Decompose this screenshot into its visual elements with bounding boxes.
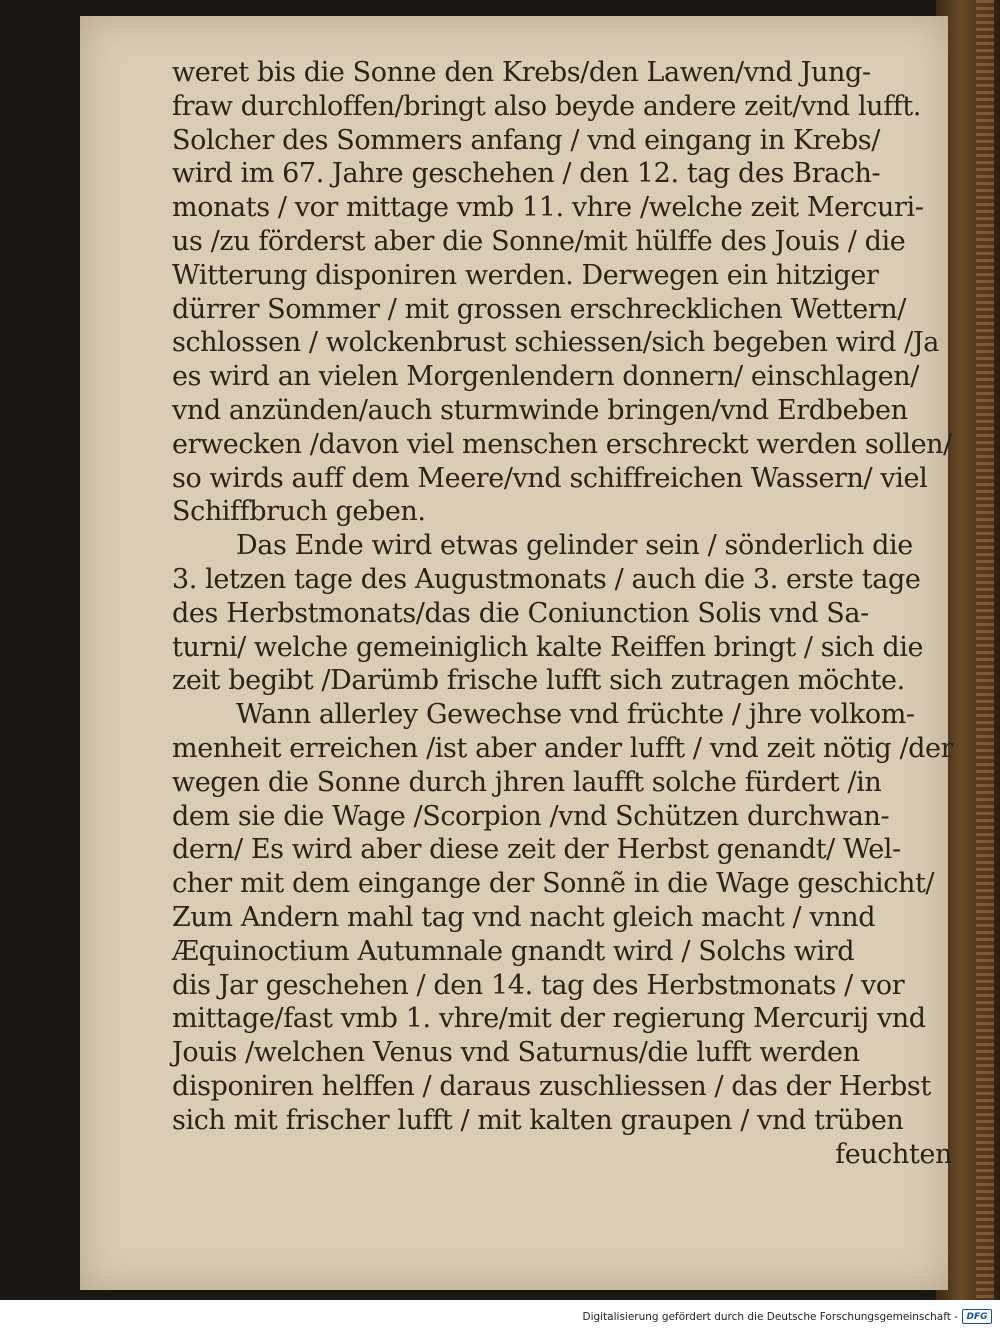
text-line: Jouis /welchen Venus vnd Saturnus/die lufft werden [172, 1037, 860, 1069]
text-line: vnd anzünden/auch sturmwinde bringen/vnd Erdbeben [172, 394, 908, 426]
text-line: Schiffbruch geben. [172, 496, 426, 528]
dfg-logo-icon[interactable]: DFG [962, 1309, 992, 1324]
text-line: Solcher des Sommers anfang / vnd eingang in Krebs/ [172, 124, 880, 156]
text-line: weret bis die Sonne den Krebs/den Lawen/vnd Jung- [172, 57, 871, 88]
text-line: erwecken /davon viel menschen erschreckt werden sollen/ [172, 428, 952, 460]
text-line: sich mit frischer lufft / mit kalten graupen / vnd trüben [172, 1104, 904, 1136]
text-line: mittage/fast vmb 1. vhre/mit der regierung Mercurij vnd [172, 1003, 926, 1035]
text-line: es wird an vielen Morgenlendern donnern/ einschlagen/ [172, 361, 919, 393]
text-line: wird im 67. Jahre geschehen / den 12. tag des Brach- [172, 158, 881, 190]
text-line: Zum Andern mahl tag vnd nacht gleich macht / vnnd [172, 901, 876, 933]
text-line: dern/ Es wird aber diese zeit der Herbst genandt/ Wel- [172, 834, 901, 866]
text-line: fraw durchloffen/bringt also beyde andere zeit/vnd lufft. [172, 90, 921, 122]
text-line: schlossen / wolckenbrust schiessen/sich begeben wird /Ja [172, 327, 939, 359]
text-line: Æquinoctium Autumnale gnandt wird / Solchs wird [172, 935, 855, 967]
text-line: des Herbstmonats/das die Coniunction Solis vnd Sa- [172, 597, 869, 629]
page-text [172, 56, 962, 1171]
page-edges [976, 0, 994, 1300]
text-line: menheit erreichen /ist aber ander lufft / vnd zeit nötig /der [172, 732, 954, 764]
text-line: zeit begibt /Darümb frische lufft sich zutragen möchte. [172, 665, 905, 697]
text-line: disponiren helffen / daraus zuschliessen / das der Herbst [172, 1070, 931, 1102]
text-line: Witterung disponiren werden. Derwegen ein hitziger [172, 259, 879, 291]
footer-bar [0, 1300, 1000, 1334]
text-line: us /zu förderst aber die Sonne/mit hülffe des Jouis / die [172, 225, 906, 257]
text-line: so wirds auff dem Meere/vnd schiffreichen Wassern/ viel [172, 462, 928, 494]
text-line: dem sie die Wage /Scorpion /vnd Schützen durchwan- [172, 800, 890, 832]
text-line: dürrer Sommer / mit grossen erschrecklichen Wettern/ [172, 293, 906, 325]
text-line: dis Jar geschehen / den 14. tag des Herbstmonats / vor [172, 969, 905, 1001]
text-line: turni/ welche gemeiniglich kalte Reiffen bringt / sich die [172, 631, 924, 663]
text-line: cher mit dem eingange der Sonnẽ in die Wage geschicht/ [172, 868, 935, 900]
funding-credit: Digitalisierung gefördert durch die Deutsche Forschungsgemeinschaft - [582, 1311, 958, 1323]
text-line: feuchten [835, 1138, 952, 1170]
text-line: wegen die Sonne durch jhren laufft solche fürdert /in [172, 766, 882, 798]
text-line: Wann allerley Gewechse vnd früchte / jhre volkom- [236, 699, 915, 731]
text-line: Das Ende wird etwas gelinder sein / sönderlich die [236, 530, 913, 562]
text-line: monats / vor mittage vmb 11. vhre /welche zeit Mercuri- [172, 192, 924, 224]
text-line: 3. letzen tage des Augustmonats / auch die 3. erste tage [172, 563, 921, 595]
